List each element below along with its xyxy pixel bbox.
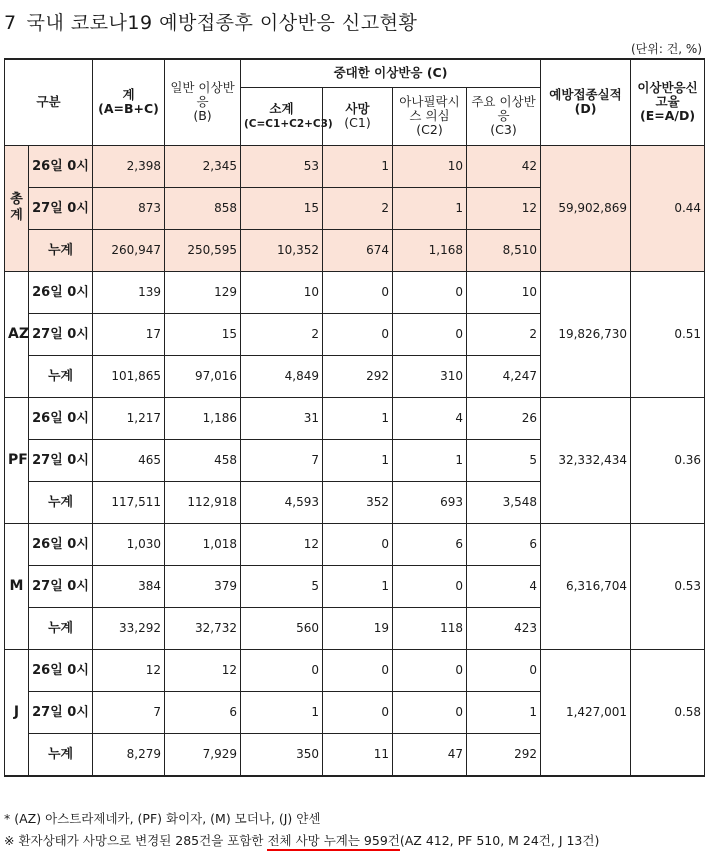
footnotes xyxy=(4,808,599,852)
header-major: 주요 이상반응 (C3) xyxy=(467,87,541,145)
cell-anaphylaxis: 0 xyxy=(393,691,467,733)
title-number: 7 xyxy=(4,12,17,34)
cell-anaphylaxis: 118 xyxy=(393,607,467,649)
cell-general: 32,732 xyxy=(165,607,241,649)
group-0 xyxy=(5,145,705,271)
cell-anaphylaxis: 6 xyxy=(393,523,467,565)
cell-rate: 0.44 xyxy=(631,145,705,271)
cell-total: 1,030 xyxy=(93,523,165,565)
cell-general: 12 xyxy=(165,649,241,691)
cell-death: 352 xyxy=(323,481,393,523)
cell-total: 139 xyxy=(93,271,165,313)
cell-death: 0 xyxy=(323,691,393,733)
cell-anaphylaxis: 310 xyxy=(393,355,467,397)
row-label: 27일 0시 xyxy=(29,691,93,733)
note-death-highlight: 전체 사망 누계는 959건 xyxy=(267,833,399,851)
cell-death: 19 xyxy=(323,607,393,649)
cell-total: 12 xyxy=(93,649,165,691)
cell-vaccinated: 6,316,704 xyxy=(541,523,631,649)
cell-vaccinated: 1,427,001 xyxy=(541,649,631,776)
row-label: 누계 xyxy=(29,229,93,271)
row-label: 누계 xyxy=(29,481,93,523)
note-death-total xyxy=(4,830,599,852)
cell-subtotal: 5 xyxy=(241,565,323,607)
row-label: 27일 0시 xyxy=(29,313,93,355)
cell-anaphylaxis: 0 xyxy=(393,565,467,607)
unit-label: (단위: 건, %) xyxy=(630,42,702,56)
cell-subtotal: 10 xyxy=(241,271,323,313)
cell-subtotal: 350 xyxy=(241,733,323,776)
cell-death: 0 xyxy=(323,523,393,565)
note-vaccine-legend: * (AZ) 아스트라제네카, (PF) 화이자, (M) 모더나, (J) 얀센 xyxy=(4,811,321,826)
cell-general: 112,918 xyxy=(165,481,241,523)
row-label: 26일 0시 xyxy=(29,145,93,187)
cell-death: 11 xyxy=(323,733,393,776)
cell-death: 674 xyxy=(323,229,393,271)
title-text: 국내 코로나19 예방접종후 이상반응 신고현황 xyxy=(26,12,418,34)
cell-major: 12 xyxy=(467,187,541,229)
cell-total: 33,292 xyxy=(93,607,165,649)
table-row xyxy=(5,145,705,187)
cell-subtotal: 2 xyxy=(241,313,323,355)
cell-anaphylaxis: 1,168 xyxy=(393,229,467,271)
page-title xyxy=(4,8,417,35)
group-4 xyxy=(5,649,705,776)
cell-subtotal: 15 xyxy=(241,187,323,229)
group-3 xyxy=(5,523,705,649)
cell-total: 465 xyxy=(93,439,165,481)
cell-general: 7,929 xyxy=(165,733,241,776)
table-row xyxy=(5,649,705,691)
cell-total: 873 xyxy=(93,187,165,229)
cell-death: 1 xyxy=(323,439,393,481)
cell-major: 5 xyxy=(467,439,541,481)
cell-general: 15 xyxy=(165,313,241,355)
cell-major: 292 xyxy=(467,733,541,776)
group-label: J xyxy=(5,649,29,776)
row-label: 27일 0시 xyxy=(29,187,93,229)
header-subtotal: 소계 (C=C1+C2+C3) xyxy=(241,87,323,145)
cell-total: 1,217 xyxy=(93,397,165,439)
note-death-pre: ※ 환자상태가 사망으로 변경된 285건을 포함한 xyxy=(4,833,264,848)
table-header xyxy=(5,59,705,145)
cell-major: 423 xyxy=(467,607,541,649)
cell-rate: 0.51 xyxy=(631,271,705,397)
header-total: 계 (A=B+C) xyxy=(93,59,165,145)
cell-major: 2 xyxy=(467,313,541,355)
group-label: AZ xyxy=(5,271,29,397)
cell-major: 1 xyxy=(467,691,541,733)
note-death-post: (AZ 412, PF 510, M 24건, J 13건) xyxy=(399,833,600,848)
cell-total: 384 xyxy=(93,565,165,607)
cell-death: 0 xyxy=(323,271,393,313)
row-label: 누계 xyxy=(29,733,93,776)
header-general: 일반 이상반응 (B) xyxy=(165,59,241,145)
cell-general: 1,186 xyxy=(165,397,241,439)
group-label: PF xyxy=(5,397,29,523)
cell-general: 458 xyxy=(165,439,241,481)
group-2 xyxy=(5,397,705,523)
cell-total: 117,511 xyxy=(93,481,165,523)
cell-total: 101,865 xyxy=(93,355,165,397)
header-rate: 이상반응신고율 (E=A/D) xyxy=(631,59,705,145)
cell-major: 3,548 xyxy=(467,481,541,523)
row-label: 26일 0시 xyxy=(29,397,93,439)
cell-subtotal: 1 xyxy=(241,691,323,733)
cell-total: 8,279 xyxy=(93,733,165,776)
cell-death: 0 xyxy=(323,649,393,691)
adverse-reaction-table xyxy=(4,58,705,777)
table-row xyxy=(5,397,705,439)
row-label: 27일 0시 xyxy=(29,565,93,607)
group-label: 총계 xyxy=(5,145,29,271)
cell-death: 292 xyxy=(323,355,393,397)
row-label: 누계 xyxy=(29,607,93,649)
cell-total: 260,947 xyxy=(93,229,165,271)
cell-death: 0 xyxy=(323,313,393,355)
cell-general: 1,018 xyxy=(165,523,241,565)
cell-general: 2,345 xyxy=(165,145,241,187)
table-row xyxy=(5,523,705,565)
cell-general: 129 xyxy=(165,271,241,313)
cell-general: 379 xyxy=(165,565,241,607)
cell-subtotal: 31 xyxy=(241,397,323,439)
group-label: M xyxy=(5,523,29,649)
cell-subtotal: 560 xyxy=(241,607,323,649)
cell-general: 250,595 xyxy=(165,229,241,271)
header-death: 사망 (C1) xyxy=(323,87,393,145)
cell-subtotal: 10,352 xyxy=(241,229,323,271)
cell-anaphylaxis: 1 xyxy=(393,187,467,229)
cell-total: 17 xyxy=(93,313,165,355)
row-label: 27일 0시 xyxy=(29,439,93,481)
cell-rate: 0.36 xyxy=(631,397,705,523)
cell-major: 6 xyxy=(467,523,541,565)
header-group: 구분 xyxy=(5,59,93,145)
row-label: 26일 0시 xyxy=(29,649,93,691)
cell-subtotal: 4,849 xyxy=(241,355,323,397)
cell-total: 7 xyxy=(93,691,165,733)
group-1 xyxy=(5,271,705,397)
cell-anaphylaxis: 1 xyxy=(393,439,467,481)
cell-major: 4,247 xyxy=(467,355,541,397)
cell-vaccinated: 19,826,730 xyxy=(541,271,631,397)
cell-rate: 0.58 xyxy=(631,649,705,776)
cell-anaphylaxis: 0 xyxy=(393,313,467,355)
cell-vaccinated: 59,902,869 xyxy=(541,145,631,271)
row-label: 26일 0시 xyxy=(29,271,93,313)
cell-anaphylaxis: 4 xyxy=(393,397,467,439)
header-anaphylaxis: 아나필락시스 의심 (C2) xyxy=(393,87,467,145)
cell-anaphylaxis: 693 xyxy=(393,481,467,523)
cell-death: 1 xyxy=(323,145,393,187)
cell-major: 26 xyxy=(467,397,541,439)
cell-death: 1 xyxy=(323,397,393,439)
cell-subtotal: 7 xyxy=(241,439,323,481)
cell-major: 10 xyxy=(467,271,541,313)
cell-major: 42 xyxy=(467,145,541,187)
cell-death: 2 xyxy=(323,187,393,229)
header-serious: 중대한 이상반응 (C) xyxy=(241,59,541,87)
cell-major: 8,510 xyxy=(467,229,541,271)
cell-anaphylaxis: 47 xyxy=(393,733,467,776)
header-vaccinated: 예방접종실적(D) xyxy=(541,59,631,145)
row-label: 누계 xyxy=(29,355,93,397)
cell-anaphylaxis: 0 xyxy=(393,649,467,691)
cell-death: 1 xyxy=(323,565,393,607)
row-label: 26일 0시 xyxy=(29,523,93,565)
cell-general: 6 xyxy=(165,691,241,733)
cell-vaccinated: 32,332,434 xyxy=(541,397,631,523)
table-row xyxy=(5,271,705,313)
cell-general: 858 xyxy=(165,187,241,229)
cell-major: 0 xyxy=(467,649,541,691)
cell-subtotal: 12 xyxy=(241,523,323,565)
cell-total: 2,398 xyxy=(93,145,165,187)
cell-anaphylaxis: 10 xyxy=(393,145,467,187)
cell-subtotal: 53 xyxy=(241,145,323,187)
cell-major: 4 xyxy=(467,565,541,607)
cell-rate: 0.53 xyxy=(631,523,705,649)
cell-anaphylaxis: 0 xyxy=(393,271,467,313)
cell-general: 97,016 xyxy=(165,355,241,397)
cell-subtotal: 4,593 xyxy=(241,481,323,523)
cell-subtotal: 0 xyxy=(241,649,323,691)
